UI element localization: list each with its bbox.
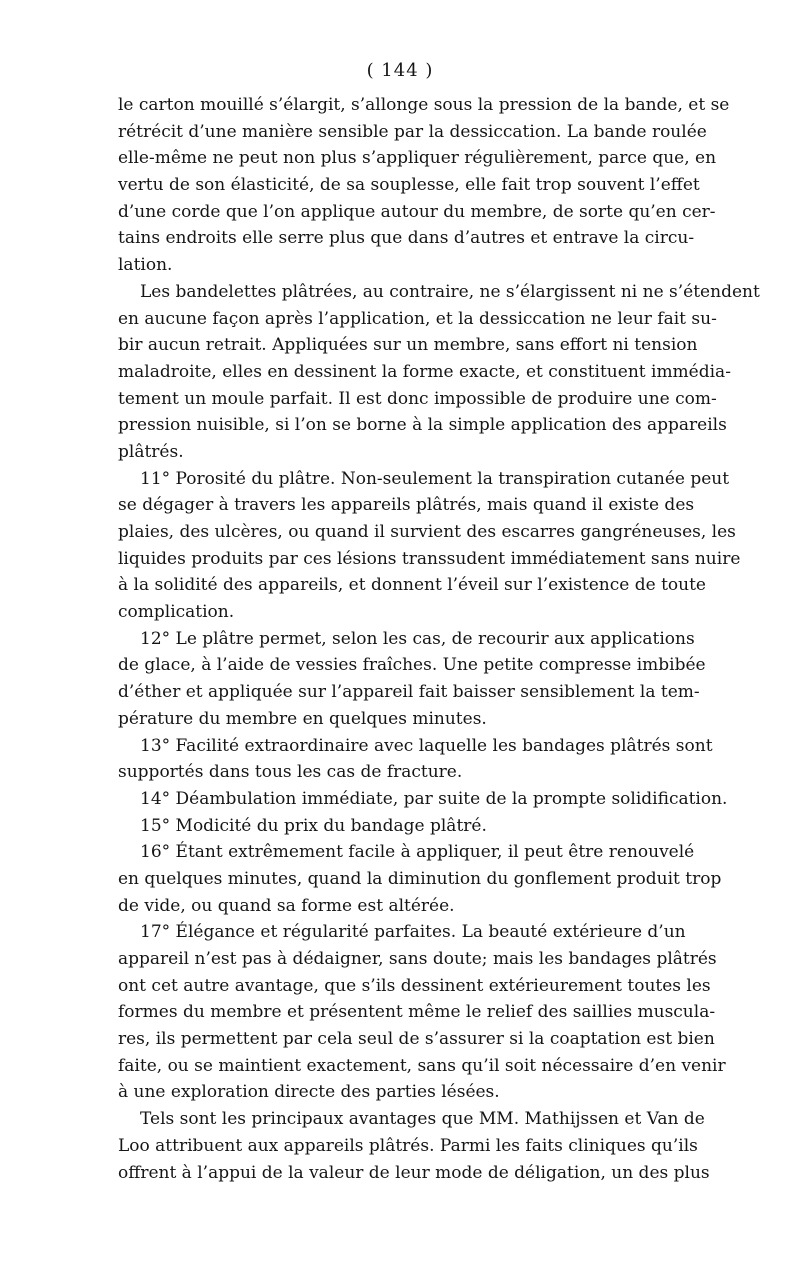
text-line: à la solidité des appareils, et donnent l’éveil sur l’existence de toute [118, 575, 706, 596]
text-line: plaies, des ulcères, ou quand il survient des escarres gangréneuses, les [118, 522, 736, 542]
text-line: Tels sont les principaux avantages que MM. Mathijssen et Van de [140, 1109, 705, 1130]
text-line: vertu de son élasticité, de sa souplesse, elle fait trop souvent l’effet [118, 175, 700, 196]
text-line: de vide, ou quand sa forme est altérée. [118, 895, 455, 916]
text-line: Loo attribuent aux appareils plâtrés. Parmi les faits cliniques qu’ils [118, 1135, 698, 1156]
text-line: complication. [118, 602, 235, 623]
text-line: d’une corde que l’on applique autour du membre, de sorte qu’en cer- [118, 201, 716, 222]
text-line: 16° Étant extrêmement facile à appliquer, il peut être renouvelé [140, 842, 695, 863]
text-line: pression nuisible, si l’on se borne à la simple application des appareils [118, 415, 727, 436]
text-line: res, ils permettent par cela seul de s’assurer si la coaptation est bien [118, 1029, 715, 1050]
text-line: se dégager à travers les appareils plâtrés, mais quand il existe des [118, 495, 695, 516]
text-line: d’éther et appliquée sur l’appareil fait baisser sensiblement la tem- [118, 682, 700, 703]
text-line: tement un moule parfait. Il est donc impossible de produire une com- [118, 388, 717, 409]
text-line: en aucune façon après l’application, et la dessiccation ne leur fait su- [118, 308, 717, 329]
text-line: elle-même ne peut non plus s’appliquer régulièrement, parce que, en [118, 148, 717, 169]
text-line: supportés dans tous les cas de fracture. [118, 762, 463, 783]
text-line: appareil n’est pas à dédaigner, sans doute; mais les bandages plâtrés [118, 949, 717, 969]
text-line: ont cet autre avantage, que s’ils dessinent extérieurement toutes les [118, 975, 711, 996]
text-line: plâtrés. [118, 441, 184, 462]
body-text [118, 92, 760, 1186]
text-line: bir aucun retrait. Appliquées sur un membre, sans effort ni tension [118, 335, 698, 356]
text-line: 17° Élégance et régularité parfaites. La beauté extérieure d’un [140, 922, 686, 943]
text-line: 12° Le plâtre permet, selon les cas, de recourir aux applications [140, 628, 695, 649]
text-line: lation. [118, 255, 173, 276]
text-line: tains endroits elle serre plus que dans d’autres et entrave la circu- [118, 228, 695, 249]
text-line: faite, ou se maintient exactement, sans qu’il soit nécessaire d’en venir [118, 1055, 726, 1076]
text-line: en quelques minutes, quand la diminution du gonflement produit trop [118, 868, 722, 889]
text-line: formes du membre et présentent même le relief des saillies muscula- [118, 1002, 716, 1023]
text-line: liquides produits par ces lésions transsudent immédiatement sans nuire [118, 548, 741, 569]
text-line: 14° Déambulation immédiate, par suite de la prompte solidification. [140, 788, 728, 809]
text-line: 13° Facilité extraordinaire avec laquelle les bandages plâtrés sont [140, 735, 713, 756]
text-line: de glace, à l’aide de vessies fraîches. Une petite compresse imbibée [118, 655, 706, 676]
text-line: 11° Porosité du plâtre. Non-seulement la transpiration cutanée peut [140, 468, 730, 489]
text-line: rétrécit d’une manière sensible par la dessiccation. La bande roulée [118, 121, 707, 142]
text-line: maladroite, elles en dessinent la forme exacte, et constituent immédia- [118, 361, 731, 382]
text-line: à une exploration directe des parties lésées. [118, 1082, 500, 1103]
text-line: le carton mouillé s’élargit, s’allonge sous la pression de la bande, et se [118, 95, 730, 115]
text-line: Les bandelettes plâtrées, au contraire, ne s’élargissent ni ne s’étendent [140, 281, 760, 302]
text-line: offrent à l’appui de la valeur de leur mode de déligation, un des plus [118, 1162, 710, 1183]
text-line: pérature du membre en quelques minutes. [118, 708, 487, 729]
text-line: 15° Modicité du prix du bandage plâtré. [140, 815, 487, 836]
page-number: ( 144 ) [366, 60, 434, 81]
